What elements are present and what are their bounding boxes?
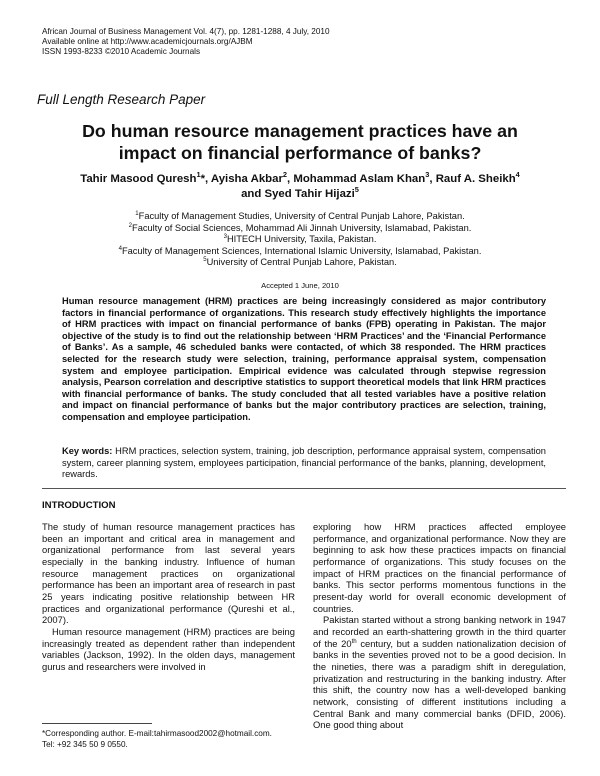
affiliation-sup: 2	[128, 222, 133, 229]
section-divider	[42, 488, 566, 489]
affiliation-sup: 5	[203, 256, 207, 263]
journal-header	[42, 27, 330, 58]
affiliation	[60, 234, 540, 246]
paragraph: exploring how HRM practices affected employee performance, and organizational performance. Now they are beginning to ask how these practices impacts on financial performance of organizations. This study focuses on the impact of HRM practices on the financial performance of banks. This sector performs momentous functions in the present-day world for overall economic development of countries.	[313, 521, 566, 614]
author-sup: 5	[354, 184, 359, 194]
paper-type: Full Length Research Paper	[37, 92, 206, 107]
affiliation	[60, 211, 540, 223]
journal-availability: Available online at http://www.academicjournals.org/AJBM	[42, 37, 253, 47]
affiliation-text: Faculty of Management Sciences, International Islamic University, Islamabad, Pakistan.	[121, 245, 482, 256]
corresponding-author-phone: Tel: +92 345 50 9 0550.	[42, 739, 128, 749]
corresponding-author-email: *Corresponding author. E-mail:tahirmasood2002@hotmail.com.	[42, 729, 272, 738]
paragraph: The study of human resource management practices has been an important and critical area in management and organizational performance from last several years especially in the banking industry. Influence of human resource management practices on organizational performance has been an important area of research in past 25 years indicating positive relationship between HR practices and organizational performance (Qureshi et al., 2007).	[42, 521, 295, 626]
abstract: Human resource management (HRM) practices are being increasingly considered as major contributory factors in financial performance of organizations. This research study effectively highlights the importance of HRM practices with impact on financial performance of banks (FPB) operating in Pakistan. The major objective of the study is to find out the relationship between ‘HRM Practices’ and the ‘Financial Performance of Banks’. As a sample, 46 scheduled banks were contacted, of which 38 responded. The HRM practices selected for the research study were selection, training, performance appraisal system, compensation system and employee participation. Empirical evidence was calculated through stepwise regression analysis, Pearson correlation and descriptive statistics to support theoretical models that link HRM practices with financial performance of banks. The study concluded that all tested variables have a positive relation and impact on financial performance of banks but the major contributory practices are selection, training, compensation and employee participation.	[62, 296, 546, 422]
author-list	[75, 172, 525, 201]
accepted-date: Accepted 1 June, 2010	[261, 281, 339, 290]
footnote	[42, 729, 302, 751]
keywords-text: HRM practices, selection system, training, job description, performance appraisal system, compensation system, career planning system, employees participation, financial performance of the banks, planning, development, rewards.	[62, 446, 546, 480]
footnote-rule	[42, 723, 152, 724]
author-sup: 2	[282, 170, 288, 180]
author-sep: ,	[429, 173, 436, 185]
affiliation-text: University of Central Punjab Lahore, Pakistan.	[206, 257, 397, 267]
paragraph: Human resource management (HRM) practices are being increasingly treated as dependent rather than independent variables (Jackson, 1992). In the olden days, management gurus and researchers were involved in	[42, 625, 295, 672]
affiliation-text: HITECH University, Taxila, Pakistan.	[226, 234, 377, 244]
author-sep: and	[241, 187, 265, 200]
author-name: Ayisha Akbar	[210, 173, 283, 185]
right-column	[313, 521, 566, 731]
affiliation-text: Faculty of Social Sciences, Mohammad Ali Jinnah University, Islamabad, Pakistan.	[132, 222, 472, 233]
affiliation	[60, 246, 540, 258]
author-name: Syed Tahir Hijazi	[264, 187, 355, 200]
affiliations	[60, 211, 540, 269]
journal-citation: African Journal of Business Management Vol. 4(7), pp. 1281-1288, 4 July, 2010	[42, 27, 330, 36]
affiliation-sup: 1	[135, 210, 139, 217]
keywords	[62, 446, 546, 481]
author-sup: 1	[196, 170, 201, 180]
affiliation-sup: 4	[118, 245, 122, 252]
paper-title: Do human resource management practices have an impact on financial performance of banks?	[82, 121, 518, 163]
paragraph-text: Pakistan started without a strong banking network in 1947 and recorded an earth-shattering growth in the third quarter of the 20	[313, 614, 566, 649]
journal-issn: ISSN 1993-8233 ©2010 Academic Journals	[42, 47, 201, 57]
affiliation-sup: 3	[223, 233, 227, 240]
author-sep: *,	[200, 173, 211, 185]
paragraph	[313, 614, 566, 731]
author-sup: 4	[515, 170, 520, 180]
author-name: Mohammad Aslam Khan	[293, 173, 426, 185]
keywords-label: Key words:	[62, 446, 113, 456]
author-name: Tahir Masood Quresh	[80, 173, 197, 185]
paragraph-text: century, but a sudden nationalization decision of banks in the seventies proved not to be a good decision. In the nineties, there was a paradigm shift in deregulation, privatization and restructuring in the banking industry. After this shift, the country now has a well-developed banking network, consisting of different institutions including a Central Bank and many commercial banks (DFID, 2006). One good thing about	[313, 637, 566, 731]
section-heading: INTRODUCTION	[42, 500, 116, 511]
left-column	[42, 521, 295, 673]
author-sep: ,	[287, 173, 294, 185]
author-sup: 3	[425, 170, 430, 180]
affiliation-text: Faculty of Management Studies, University of Central Punjab Lahore, Pakistan.	[138, 211, 465, 221]
author-name: Rauf A. Sheikh	[435, 173, 516, 185]
ordinal-sup: th	[351, 637, 357, 645]
affiliation	[60, 257, 540, 269]
affiliation	[60, 223, 540, 235]
